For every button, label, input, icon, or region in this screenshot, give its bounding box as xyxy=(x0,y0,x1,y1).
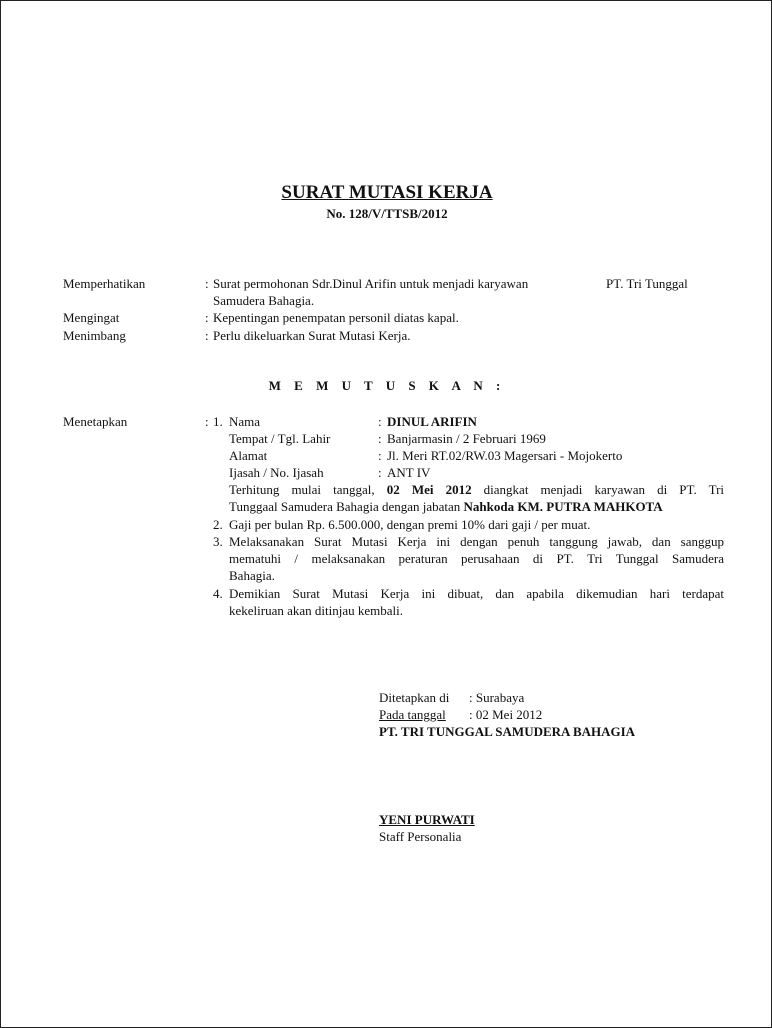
item-number-4: 4. xyxy=(213,586,223,601)
document-title xyxy=(1,182,772,204)
consideration-colon: : xyxy=(205,310,209,325)
signer-name: YENI PURWATI xyxy=(379,812,475,827)
consideration-text-memperhatikan: Surat permohonan Sdr.Dinul Arifin untuk menjadi karyawan xyxy=(213,276,529,291)
signer-title: Staff Personalia xyxy=(379,829,462,844)
item1-paragraph-line1 xyxy=(229,481,724,498)
item1-position: Nahkoda KM. PUTRA MAHKOTA xyxy=(463,499,663,514)
field-value-ttl: Banjarmasin / 2 Februari 1969 xyxy=(387,431,546,446)
item3-line1: Melaksanakan Surat Mutasi Kerja ini dengan penuh tanggung jawab, dan sanggup xyxy=(229,534,724,549)
item-number-2: 2. xyxy=(213,517,223,532)
field-value-nama: DINUL ARIFIN xyxy=(387,414,477,429)
field-label-alamat: Alamat xyxy=(229,448,268,463)
item-number-1: 1. xyxy=(213,414,223,429)
field-label-ijasah: Ijasah / No. Ijasah xyxy=(229,465,324,480)
consideration-text-menimbang: Perlu dikeluarkan Surat Mutasi Kerja. xyxy=(213,328,411,343)
item2-text: Gaji per bulan Rp. 6.500.000, dengan premi 10% dari gaji / per muat. xyxy=(229,517,591,532)
consideration-colon: : xyxy=(205,328,209,343)
consideration-label-memperhatikan: Memperhatikan xyxy=(63,276,146,291)
item3-line3: Bahagia. xyxy=(229,568,275,583)
decision-label: Menetapkan xyxy=(63,414,128,429)
item1-start-date: 02 Mei 2012 xyxy=(386,482,472,497)
field-colon: : xyxy=(378,414,382,429)
field-label-nama: Nama xyxy=(229,414,261,429)
decision-heading: M E M U T U S K A N : xyxy=(268,378,506,393)
field-label-ttl: Tempat / Tgl. Lahir xyxy=(229,431,331,446)
item4-line1: Demikian Surat Mutasi Kerja ini dibuat, dan apabila dikemudian hari terdapat xyxy=(229,586,724,601)
item1-text-a: Terhitung mulai tanggal, xyxy=(229,482,375,497)
field-colon: : xyxy=(378,431,382,446)
date-label: Pada tanggal xyxy=(379,707,446,722)
item4-line2: kekeliruan akan ditinjau kembali. xyxy=(229,603,403,618)
consideration-text-memperhatikan-cont: Samudera Bahagia. xyxy=(213,293,315,308)
company-name: PT. TRI TUNGGAL SAMUDERA BAHAGIA xyxy=(379,724,636,739)
item3-line2: mematuhi / melaksanakan peraturan perusahaan di PT. Tri Tunggal Samudera xyxy=(229,551,724,566)
date-value: : 02 Mei 2012 xyxy=(469,707,543,722)
field-colon: : xyxy=(378,448,382,463)
item1-paragraph-line2 xyxy=(229,498,663,515)
document-title-text: SURAT MUTASI KERJA xyxy=(281,182,493,203)
field-value-alamat: Jl. Meri RT.02/RW.03 Magersari - Mojokerto xyxy=(387,448,623,463)
document-number: No. 128/V/TTSB/2012 xyxy=(326,206,448,221)
item1-text-d: Tunggaal Samudera Bahagia dengan jabatan xyxy=(229,499,461,514)
place-label: Ditetapkan di xyxy=(379,690,450,705)
field-colon: : xyxy=(378,465,382,480)
consideration-label-mengingat: Mengingat xyxy=(63,310,120,325)
place-value: : Surabaya xyxy=(469,690,525,705)
decision-colon: : xyxy=(205,414,209,429)
item-number-3: 3. xyxy=(213,534,223,549)
consideration-text-memperhatikan-company: PT. Tri Tunggal xyxy=(606,276,688,291)
consideration-label-menimbang: Menimbang xyxy=(63,328,126,343)
date-line xyxy=(379,706,551,723)
consideration-colon: : xyxy=(205,276,209,291)
field-value-ijasah: ANT IV xyxy=(387,465,431,480)
item1-text-c: diangkat menjadi karyawan di PT. Tri xyxy=(483,482,725,497)
consideration-text-mengingat: Kepentingan penempatan personil diatas kapal. xyxy=(213,310,459,325)
